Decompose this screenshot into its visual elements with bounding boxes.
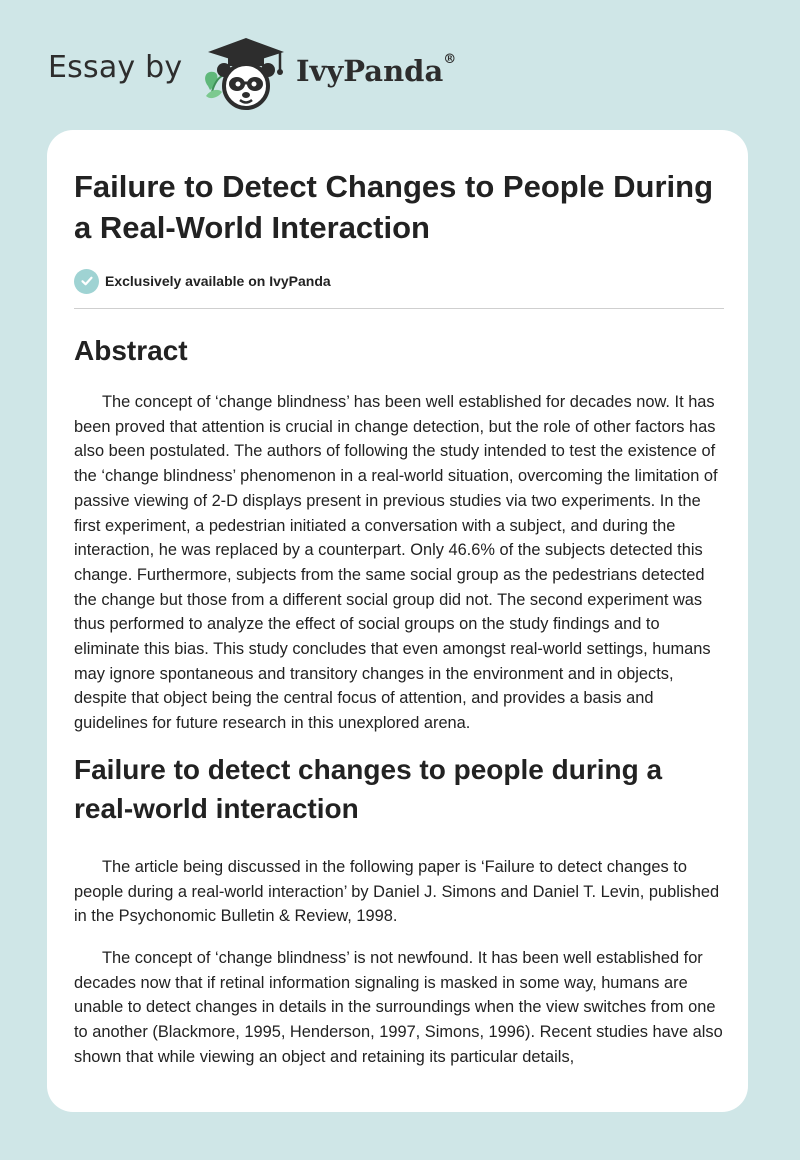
essay-by-label: Essay by (48, 50, 183, 85)
abstract-paragraph: The concept of ‘change blindness’ has been well established for decades now. It has been proved that attention is crucial in change detection, but the role of other factors has also been postulated. The authors of following the study intended to test the existence of the ‘change blindness’ phenomenon in a real-world situation, overcoming the limitation of passive viewing of 2-D displays present in previous studies via two experiments. In the first experiment, a pedestrian initiated a conversation with a subject, and during the interaction, he was replaced by a counterpart. Only 46.6% of the subjects detected this change. Furthermore, subjects from the same social group as the pedestrians detected the change but those from a different social group did not. The second experiment was thus performed to analyze the effect of social groups on the study findings and to eliminate this bias. This study concludes that even amongst real-world settings, humans may ignore spontaneous and transitory changes in the environment and in objects, despite that object being the central focus of attention, and provides a basis and guidelines for future research in this unexplored arena. (74, 393, 718, 733)
essay-card (47, 130, 748, 1112)
exclusive-label: Exclusively available on IvyPanda (105, 273, 331, 289)
site-header (0, 0, 800, 130)
essay-title: Failure to Detect Changes to People During a Real-World Interaction (74, 169, 714, 245)
check-icon (74, 269, 99, 294)
body-paragraph: The concept of ‘change blindness’ is not newfound. It has been well established for decades now that if retinal information signaling is masked in some way, humans are unable to detect changes in details in the surroundings when the view switches from one to another (Blackmore, 1995, Henderson, 1997, Simons, 1996). Recent studies have also shown that while viewing an object and retaining its particular details, (74, 948, 723, 1066)
section-heading-abstract: Abstract (74, 335, 188, 366)
divider (74, 308, 724, 309)
panda-graduate-icon[interactable] (200, 34, 292, 112)
brand-name[interactable]: IvyPanda® (296, 52, 457, 88)
essay-content (74, 166, 724, 1069)
section-heading-failure: Failure to detect changes to people during a real-world interaction (74, 753, 663, 824)
exclusive-notice (74, 268, 724, 294)
body-paragraph: The article being discussed in the following paper is ‘Failure to detect changes to people during a real-world interaction’ by Daniel J. Simons and Daniel T. Levin, published in the Psychonomic Bulletin & Review, 1998. (74, 857, 720, 926)
